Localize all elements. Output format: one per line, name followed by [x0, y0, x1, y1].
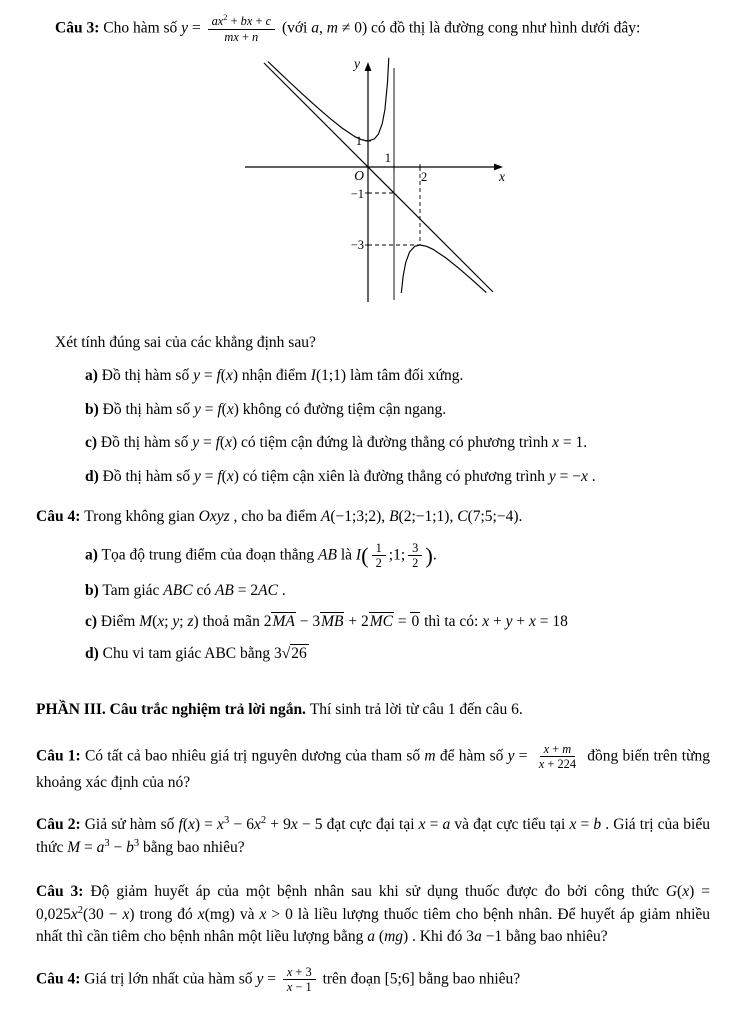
cau4-option-b: b) Tam giác ABC có AB = 2AC . [85, 581, 286, 599]
part3-cau1: Câu 1: Có tất cả bao nhiêu giá trị nguyên dương của tham số m để hàm số y = $\frac{x + m}{x + 224}$ đồng biến trên từng khoảng xác định của nó? [36, 741, 710, 791]
cau3-option-a: a) Đồ thị hàm số y = f(x) nhận điểm I(1;1) làm tâm đối xứng. [85, 367, 464, 385]
tick-label-x1: 1 [384, 151, 391, 166]
function-graph [233, 52, 513, 310]
y-axis-arrow [365, 62, 372, 71]
cau3-option-c: c) Đồ thị hàm số y = f(x) có tiệm cận đứng là đường thẳng có phương trình x = 1. [85, 434, 588, 452]
curve-lower-branch [401, 245, 486, 293]
cau4-option-a: a) Tọa độ trung điểm của đoạn thẳng AB là I( $\frac{1}{2}$ ;1; $\frac{3}{2}$ ). [85, 540, 437, 571]
origin-label: O [354, 168, 364, 184]
part3-cau3: Câu 3: Độ giảm huyết áp của một bệnh nhân sau khi sử dụng thuốc được đo bởi công thức $G(x) = 0,025x^2(30 - x)$ trong đó x(mg) và x > 0 là liều lượng thuốc tiêm cho bệnh nhân. Để huyết áp giảm nhiều nhất thì cần tiêm cho bệnh nhân một liều lượng bằng a (mg) . Khi đó 3a −1 bằng bao nhiêu? [36, 883, 710, 946]
part3-cau4: Câu 4: Giá trị lớn nhất của hàm số y = $\frac{x + 3}{x - 1}$ trên đoạn [5;6] bằng bao nhiêu? [36, 964, 521, 995]
cau4-option-c: c) Điểm M(x; y; z) thoả mãn 2MA − 3MB + 2MC = 0 thì ta có: x + y + x = 18 [85, 613, 568, 631]
document-top [36, 11, 710, 44]
document-body [36, 332, 710, 995]
x-axis-label: x [499, 169, 505, 185]
function-graph-figure [233, 52, 513, 317]
cau3-statement: Câu 3: Cho hàm số y = $\frac{ax^2 + bx + c}{mx + n}$ (với a, m ≠ 0) có đồ thị là đường cong như hình dưới đây: [55, 11, 641, 44]
question-prompt: Xét tính đúng sai của các khẳng định sau? [55, 333, 316, 351]
part3-cau2: Câu 2: Giả sử hàm số $f(x) = x^3 - 6x^2 + 9x - 5$ đạt cực đại tại x = a và đạt cực tiểu tại x = b . Giá trị của biểu thức $M = a^3 - b^3$ bằng bao nhiêu? [36, 815, 710, 856]
oblique-asymptote-line [264, 63, 493, 292]
cau4-option-d: d) Chu vi tam giác ABC bằng 3√26 [85, 644, 307, 662]
tick-label-y-neg3: −3 [350, 238, 364, 253]
tick-label-y1: 1 [355, 134, 362, 149]
tick-label-x2: 2 [421, 170, 428, 185]
y-axis-label: y [354, 56, 360, 72]
cau3-option-d: d) Đồ thị hàm số y = f(x) có tiệm cận xiên là đường thẳng có phương trình y = −x . [85, 467, 596, 485]
part3-heading: PHẦN III. Câu trắc nghiệm trả lời ngắn. Thí sinh trả lời từ câu 1 đến câu 6. [36, 701, 523, 719]
cau4-statement: Câu 4: Trong không gian Oxyz , cho ba điểm A(−1;3;2), B(2;−1;1), C(7;5;−4). [36, 508, 523, 526]
cau3-option-b: b) Đồ thị hàm số y = f(x) không có đường tiệm cận ngang. [85, 400, 447, 418]
tick-label-y-neg1: −1 [350, 187, 364, 202]
